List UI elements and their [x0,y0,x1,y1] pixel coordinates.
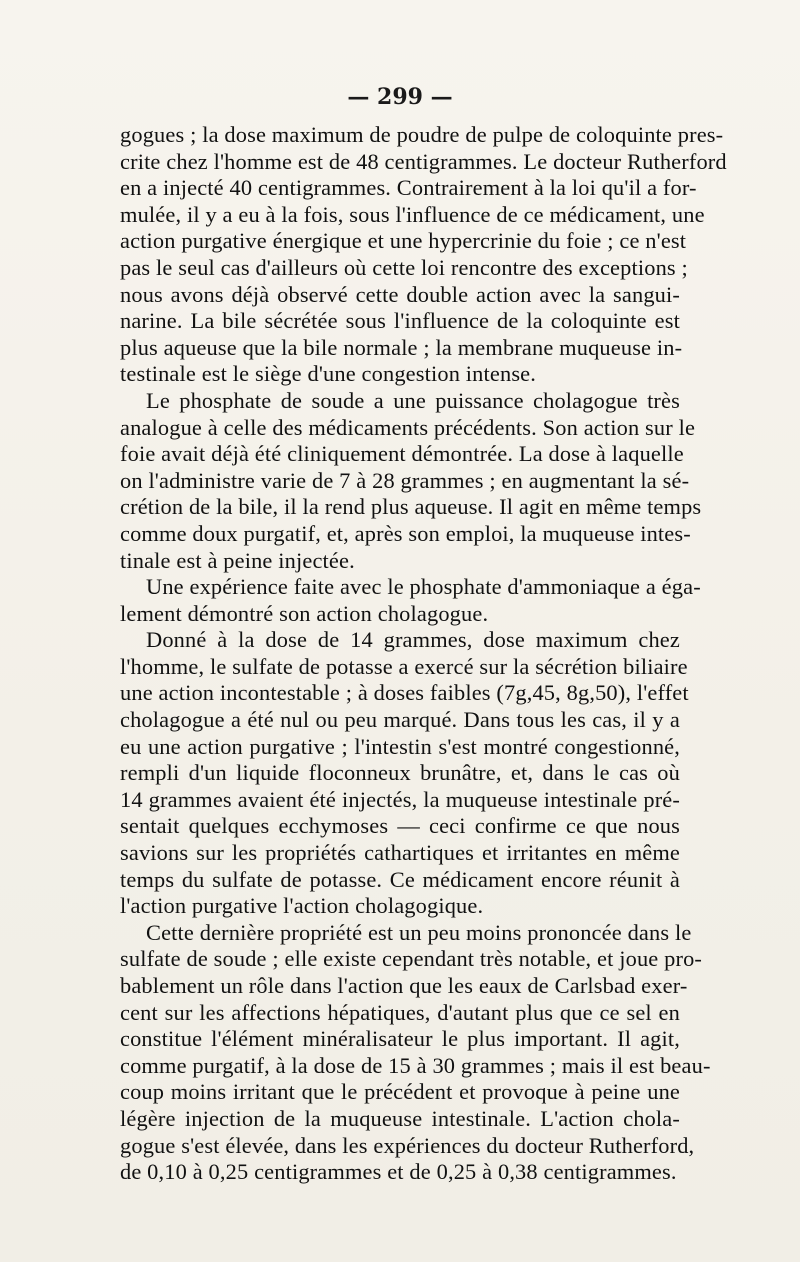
text-line: action purgative énergique et une hypercrinie du foie ; ce n'est [120,228,687,254]
text-line: sentait quelques ecchymoses — ceci confirme ce que nous [120,813,680,839]
text-line: nous avons déjà observé cette double action avec la sangui- [120,281,680,307]
text-line: mulée, il y a eu à la fois, sous l'influence de ce médicament, une [120,201,705,227]
text-line: rempli d'un liquide floconneux brunâtre, et, dans le cas où [120,760,680,786]
text-line: comme purgatif, à la dose de 15 à 30 grammes ; mais il est beau- [120,1052,711,1078]
page-number: — 299 — [347,84,453,110]
text-line: Donné à la dose de 14 grammes, dose maximum chez [146,627,680,653]
body-text [120,122,727,1186]
text-line: cholagogue a été nul ou peu marqué. Dans tous les cas, il y a [120,707,680,733]
text-line: testinale est le siège d'une congestion intense. [120,361,537,387]
text-line: de 0,10 à 0,25 centigrammes et de 0,25 à 0,38 centigrammes. [120,1159,677,1185]
text-line: constitue l'élément minéralisateur le plus important. Il agit, [120,1026,680,1052]
text-line: cent sur les affections hépatiques, d'autant plus que ce sel en [120,999,680,1025]
text-line: Une expérience faite avec le phosphate d'ammoniaque a éga- [146,574,701,600]
text-line: savions sur les propriétés cathartiques et irritantes en même [120,840,680,866]
text-line: bablement un rôle dans l'action que les eaux de Carlsbad exer- [120,973,688,998]
text-line: en a injecté 40 centigrammes. Contrairement à la loi qu'il a for- [120,175,697,201]
text-line: tinale est à peine injectée. [120,547,355,573]
text-line: gogue s'est élevée, dans les expériences du docteur Rutherford, [120,1132,695,1158]
text-line: crétion de la bile, il la rend plus aqueuse. Il agit en même temps [120,494,702,520]
text-line: plus aqueuse que la bile normale ; la membrane muqueuse in- [120,334,683,360]
text-line: l'action purgative l'action cholagogique. [120,893,484,919]
text-line: sulfate de soude ; elle existe cependant très notable, et joue pro- [120,946,703,972]
text-line: 14 grammes avaient été injectés, la muqueuse intestinale pré- [120,786,680,812]
text-line: narine. La bile sécrétée sous l'influence de la coloquinte est [120,308,680,334]
text-line: temps du sulfate de potasse. Ce médicament encore réunit à [120,866,680,892]
text-line: on l'administre varie de 7 à 28 grammes ; en augmentant la sé- [120,467,690,493]
text-line: eu une action purgative ; l'intestin s'est montré congestionné, [120,733,680,759]
text-line: lement démontré son action cholagogue. [120,600,489,626]
text-line: crite chez l'homme est de 48 centigrammes. Le docteur Rutherford [120,148,727,174]
text-line: l'homme, le sulfate de potasse a exercé sur la sécrétion biliaire [120,653,688,679]
text-line: une action incontestable ; à doses faibles (7g,45, 8g,50), l'effet [120,680,689,706]
text-line: analogue à celle des médicaments précédents. Son action sur le [120,414,696,440]
text-line: comme doux purgatif, et, après son emploi, la muqueuse intes- [120,520,691,546]
text-line: Cette dernière propriété est un peu moins prononcée dans le [146,919,692,945]
text-line: foie avait déjà été cliniquement démontrée. La dose à laquelle [120,441,684,467]
text-line: Le phosphate de soude a une puissance cholagogue très [146,387,680,413]
text-line: légère injection de la muqueuse intestinale. L'action chola- [120,1105,680,1131]
text-line: pas le seul cas d'ailleurs où cette loi rencontre des exceptions ; [120,254,688,280]
text-line: coup moins irritant que le précédent et provoque à peine une [120,1079,680,1105]
text-line: gogues ; la dose maximum de poudre de pulpe de coloquinte pres- [120,122,724,147]
